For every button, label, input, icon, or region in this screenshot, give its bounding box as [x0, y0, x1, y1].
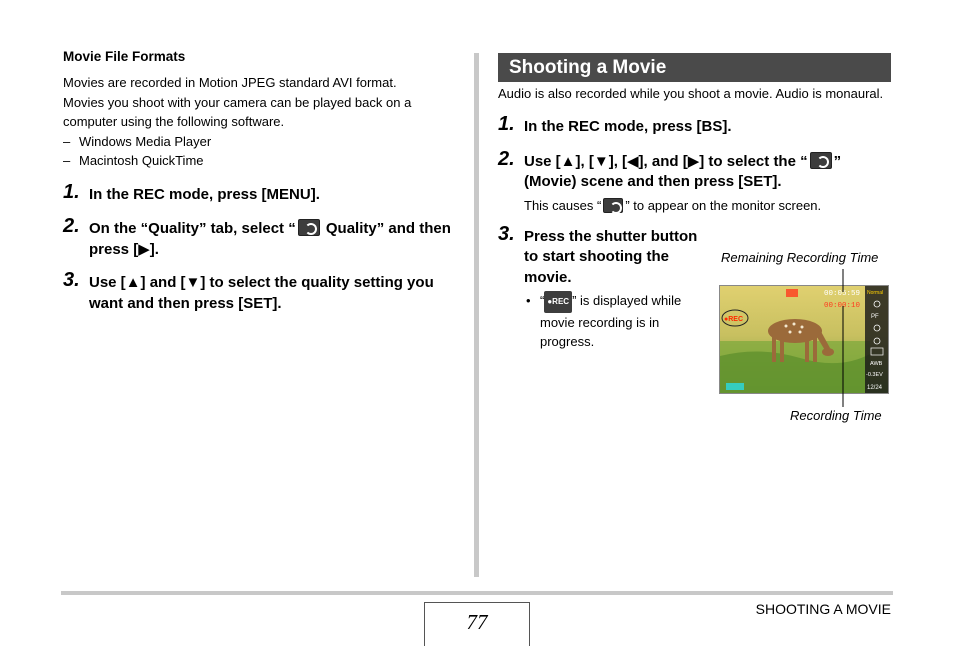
- lcd-elapsed-time: 00:00:10: [824, 302, 861, 310]
- intro-paragraph: Audio is also recorded while you shoot a movie. Audio is monaural.: [498, 86, 884, 101]
- step-text-post: ” (Movie) scene and then press [SET].: [524, 152, 842, 190]
- right-step-2: [498, 147, 891, 215]
- bullet-text-post: ” is displayed while movie recording is in progress.: [540, 293, 682, 349]
- lcd-remaining-time: 00:05:59: [824, 290, 861, 298]
- right-step-3: [498, 222, 698, 352]
- list-item: – Macintosh QuickTime: [63, 151, 458, 170]
- lcd-battery-icon: [726, 383, 744, 390]
- paragraph-software: Movies you shoot with your camera can be played back on a computer using the following software.: [63, 94, 412, 129]
- footer-divider: [61, 591, 893, 595]
- step-text: In the REC mode, press [MENU].: [89, 185, 320, 203]
- step-number: 3.: [63, 269, 80, 291]
- section-title-bar: Shooting a Movie: [498, 53, 891, 82]
- lcd-side-label: PF: [871, 314, 879, 320]
- lcd-rec-indicator: ●REC: [724, 316, 744, 323]
- deer-photo-icon: [720, 286, 889, 394]
- right-step-1: [498, 113, 891, 138]
- page-number: 77: [424, 602, 530, 646]
- step-number: 3.: [498, 222, 515, 245]
- paragraph-format: Movies are recorded in Motion JPEG standard AVI format.: [63, 75, 397, 90]
- rec-indicator-icon: ●REC: [544, 291, 572, 313]
- camera-lcd-screenshot: [719, 285, 889, 394]
- step-text: Use [▲] and [▼] to select the quality setting you want and then press [SET].: [89, 274, 434, 312]
- step-number: 2.: [498, 147, 515, 170]
- rec-bullet: [524, 291, 699, 352]
- step-text-pre: On the “Quality” tab, select “: [89, 220, 296, 237]
- software-list: [63, 132, 458, 170]
- movie-scene-icon: [298, 219, 320, 236]
- step-text-pre: Use [▲], [▼], [◀], and [▶] to select the “: [524, 152, 808, 170]
- lcd-side-label: -0.3EV: [866, 372, 883, 378]
- lcd-side-label: 12/24: [867, 385, 883, 391]
- step-number: 1.: [498, 113, 515, 135]
- left-column: [63, 48, 458, 314]
- step-text-post: Quality” and then press [▶].: [89, 220, 451, 258]
- caption-remaining-recording-time: Remaining Recording Time: [721, 250, 879, 265]
- list-item: – Windows Media Player: [63, 132, 458, 151]
- step-note: [524, 196, 891, 215]
- bullet-text-pre: “: [540, 293, 545, 308]
- left-step-1: [63, 180, 458, 206]
- lcd-side-label: Normal: [867, 290, 884, 296]
- subheading-movie-file-formats: Movie File Formats: [63, 49, 186, 64]
- movie-scene-icon: [603, 198, 623, 213]
- step-number: 1.: [63, 180, 80, 203]
- lcd-mode-icon: [786, 289, 798, 297]
- column-divider: [474, 53, 479, 577]
- caption-recording-time: Recording Time: [790, 408, 882, 423]
- movie-scene-icon: [810, 152, 832, 169]
- step-text: In the REC mode, press [BS].: [524, 118, 732, 135]
- step-number: 2.: [63, 215, 80, 237]
- left-step-3: [63, 269, 458, 314]
- note-text-post: ” to appear on the monitor screen.: [625, 197, 822, 213]
- note-text-pre: This causes “: [524, 197, 602, 213]
- footer-section-label: SHOOTING A MOVIE: [755, 601, 891, 617]
- step-text: Press the shutter button to start shooting the movie.: [524, 227, 698, 286]
- lcd-side-label: AWB: [870, 361, 883, 367]
- left-step-2: [63, 215, 458, 260]
